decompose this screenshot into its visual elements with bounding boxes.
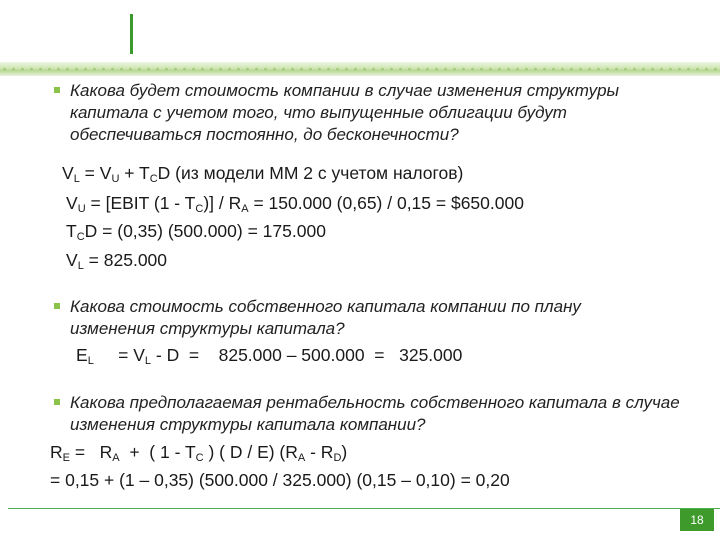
accent-bar [130, 14, 133, 54]
equation-re-result: = 0,15 + (1 – 0,35) (500.000 / 325.000) (0,15 – 0,10) = 0,20 [50, 470, 510, 490]
equation-tcd: $T_CD = (0,35) (500.000) = 175.000$ [66, 221, 326, 243]
question-2: Какова стоимость собственного капитала компании по плану изменения структуры капитала? [70, 297, 581, 338]
bullet-icon [54, 87, 60, 93]
bullet-icon [54, 303, 60, 309]
bullet-icon [54, 399, 60, 405]
equation-vl-value: $V_L = 825.000$ [66, 250, 168, 272]
question-3: Какова предполагаемая рентабельность собственного капитала в случае изменения структуры капитала компании? [70, 393, 680, 434]
equation-re: $R_E = R_A$ + ( $1 - T_C$ ) ( D / E) $(R_A - R_D)$ [50, 442, 348, 464]
equation-el: $E_L$ = $V_L$ - D = 825.000 – 500.000 = 325.000 [76, 345, 463, 367]
equation-vl: $V_L = V_U + T_CD$ (из модели ММ 2 с учетом налогов) [62, 163, 464, 185]
header-band-texture [0, 66, 720, 72]
page-number: 18 [680, 509, 714, 531]
question-1: Какова будет стоимость компании в случае изменения структуры капитала с учетом того, что выпущенные облигации будут обеспечиваться постоянно, до бесконечности? [70, 81, 620, 144]
footer-divider [8, 508, 720, 509]
equation-vu: $V_U$ = [EBIT $(1 - T_C)] / R_A = 150.000$ (0,65) / 0,15 = $650.000 [66, 193, 524, 215]
